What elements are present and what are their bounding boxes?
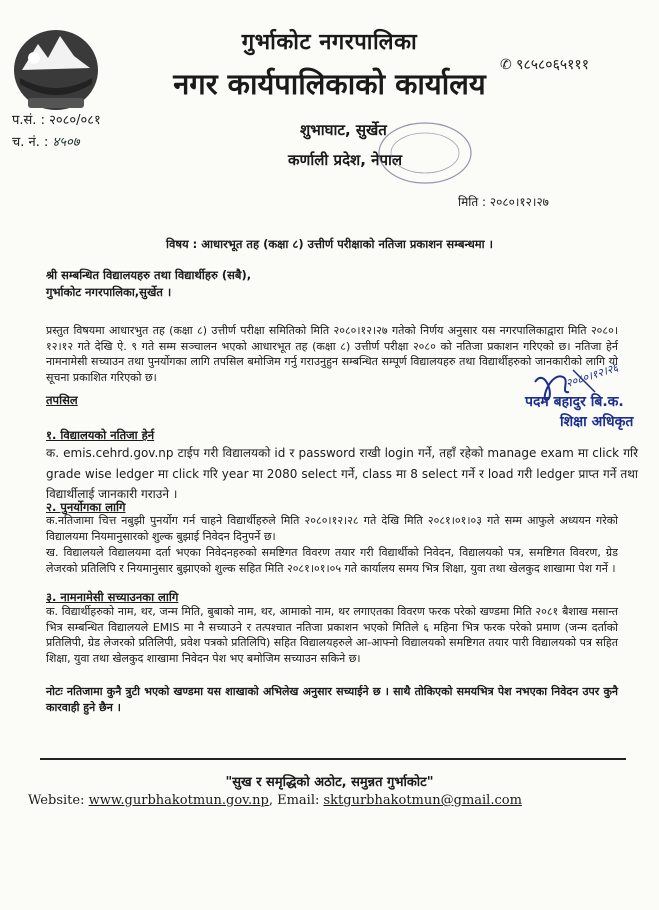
recipient-block — [46, 267, 251, 301]
note-paragraph: नोटः नतिजामा कुनै त्रुटी भएको खण्डमा यस शाखाको अभिलेख अनुसार सच्याईने छ । साथै तोकिएको समयभित्र पेश नभएका निवेदन उपर कुनै कारवाही हुने छैन । — [46, 685, 618, 714]
org-name-line2: नगर कार्यपालिकाको कार्यालय — [173, 67, 486, 101]
address-line2: कर्णाली प्रदेश, नेपाल — [288, 151, 403, 169]
section1-heading: १. विद्यालयको नतिजा हेर्न — [46, 428, 155, 442]
footer-contact — [28, 793, 522, 808]
website-link[interactable]: www.gurbhakotmun.gov.np — [88, 793, 269, 808]
footer-slogan: "सुख र समृद्धिको अठोट, समुन्नत गुर्भाकोट" — [225, 775, 434, 790]
address-line1: शुभाघाट, सुर्खेत — [300, 121, 387, 139]
org-name-line1: गुर्भाकोट नगरपालिका — [241, 30, 418, 55]
office-stamp — [355, 118, 475, 188]
dispatch-number-label: च. नं. : — [12, 135, 49, 150]
recipient-line1: श्री सम्बन्धित विद्यालयहरु तथा विद्यार्थीहरु (सबै), — [46, 268, 252, 282]
section3-heading: ३. नामनामेसी सच्याउनका लागि — [46, 590, 179, 604]
officer-name: पदम बहादुर बि.क. — [525, 394, 624, 410]
dispatch-number — [12, 132, 80, 150]
signature-date: २०८०।१२।२६ — [564, 360, 620, 391]
website-label: Website: — [28, 793, 89, 808]
email-label: , Email: — [268, 793, 324, 808]
recipient-line2: गुर्भाकोट नगरपालिका,सुर्खेत । — [46, 285, 172, 299]
section1-text: क. emis.cehrd.gov.np टाईप गरी विद्यालयको id र password राखी login गर्ने, तहाँ रहेको manage exam मा click गरि grade wise ledger मा click गरि year मा 2080 select गर्ने, class मा 8 select गर्ने र load गरी ledger प्राप्त गर्ने तथा विद्यार्थीलाई जानकारी गराउने । — [46, 446, 638, 501]
intro-paragraph: प्रस्तुत विषयमा आधारभुत तह (कक्षा ८) उत्तीर्ण परीक्षा समितिको मिति २०८०।१२।२७ गतेको निर्णय अनुसार यस नगरपालिकाद्वारा मिति २०८०।१२।१२ गते देखि ऐ. ९ गते सम्म सञ्चालन भएको आधारभूत तह (कक्षा ८) उत्तीर्ण परीक्षा २०८० को नतिजा प्रकाशन गरिएको छ। नतिजा हेर्न नामनामेसी सच्याउन तथा पुनर्योगका लागि तपसिल बमोजिम गर्नु गराउनुहुन सम्बन्धित सम्पूर्ण विद्यालयहरु तथा विद्यार्थीहरुको जानकारीको लागि यो सूचना प्रकाशित गरिएको छ। — [46, 324, 618, 384]
phone-number: ✆ ९८५८०६५१११ — [500, 57, 589, 73]
section2-heading: २. पुनर्योगका लागि — [46, 500, 126, 514]
email-link[interactable]: sktgurbhakotmun@gmail.com — [323, 793, 522, 808]
officer-title: शिक्षा अधिकृत — [560, 414, 634, 430]
section2-text-b: ख. विद्यालयले विद्यालयमा दर्ता भएका निवेदनहरुको समष्टिगत विवरण तयार गरी विद्यार्थीको निवेदन, विद्यालयको पत्र, समष्टिगत विवरण, ग्रेड लेजरको प्रतिलिपि र नियमानुसार बुझाएको शुल्क सहित मिति २०८१।०१।०५ गते कार्यालय समय भित्र शिक्षा, युवा तथा खेलकुद शाखामा पेश गर्ने । — [46, 546, 618, 575]
reference-number: प.सं. : २०८०/०८१ — [12, 113, 101, 128]
dispatch-number-value: ४५०७ — [52, 135, 80, 150]
letter-date: मिति : २०८०।१२।२७ — [458, 195, 549, 209]
section2-text-a: क.नतिजामा चित्त नबुझी पुनर्योग गर्न चाहने विद्यार्थीहरुले मिति २०८०।१२।२८ गते देखि मिति २०८१।०१।०३ गते सम्म आफुले अध्ययन गरेको विद्यालयमा नियमानुसारको शुल्क बुझाई निवेदन दिनुपर्ने छ। — [46, 514, 618, 543]
letter-subject: विषय : आधारभूत तह (कक्षा ८) उत्तीर्ण परीक्षाको नतिजा प्रकाशन सम्बन्धमा । — [165, 237, 493, 251]
footer-divider — [40, 758, 626, 760]
tapsil-heading: तपसिल — [46, 393, 78, 407]
section3-text: क. विद्यार्थीहरुको नाम, थर, जन्म मिति, बुबाको नाम, थर, आमाको नाम, थर लगाएतका विवरण फरक परेको खण्डमा मिति २०८१ बैशाख मसान्त भित्र सम्बन्धित विद्यालयले EMIS मा नै सच्याउने र तत्पश्चात नतिजा प्रकाशन भएको मितिले ६ महिना भित्र फरक परेको प्रमाण (जन्म दर्ताको प्रतिलिपी, ग्रेड लेजरको प्रतिलिपी, प्रवेश पत्रको प्रतिलिपि) सहित विद्यालयहरुले आ-आफ्नो विद्यालयको समष्टिगत तयार पारी विद्यालयको पत्र सहित शिक्षा, युवा तथा खेलकुद शाखामा निवेदन पेश भए बमोजिम सच्याउन सकिने छ। — [46, 605, 618, 665]
